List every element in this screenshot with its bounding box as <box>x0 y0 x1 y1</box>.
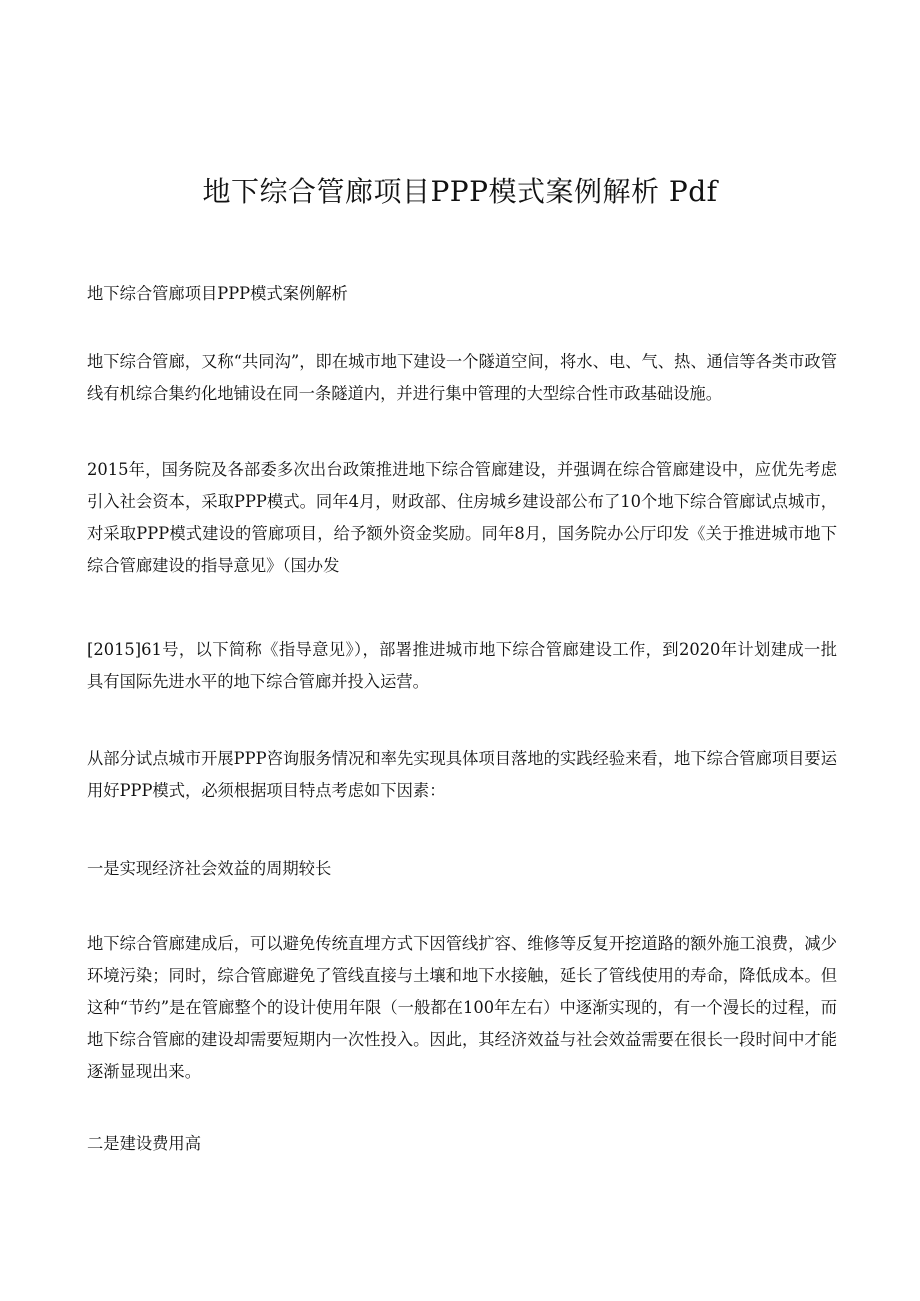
paragraph-policy-2015: 2015年，国务院及各部委多次出台政策推进地下综合管廊建设，并强调在综合管廊建设中，应优先考虑引入社会资本，采取PPP模式。同年4月，财政部、住房城乡建设部公布了10个地下综合管廊试点城市，对采取PPP模式建设的管廊项目，给予额外资金奖励。同年8月，国务院办公厅印发《关于推进城市地下综合管廊建设的指导意见》（国办发 <box>87 460 837 575</box>
paragraph-guidance-opinion: [2015]61号，以下简称《指导意见》），部署推进城市地下综合管廊建设工作，到2020年计划建成一批具有国际先进水平的地下综合管廊并投入运营。 <box>87 640 837 691</box>
heading-point-one: 一是实现经济社会效益的周期较长 <box>87 859 332 878</box>
document-title: 地下综合管廊项目PPP模式案例解析 Pdf <box>202 175 718 208</box>
document-subtitle: 地下综合管廊项目PPP模式案例解析 <box>87 284 348 303</box>
paragraph-benefits: 地下综合管廊建成后，可以避免传统直埋方式下因管线扩容、维修等反复开挖道路的额外施工浪费，减少环境污染；同时，综合管廊避免了管线直接与土壤和地下水接触，延长了管线使用的寿命，降低成本。但这种“节约”是在管廊整个的设计使用年限（一般都在100年左右）中逐渐实现的，有一个漫长的过程，而地下综合管廊的建设却需要短期内一次性投入。因此，其经济效益与社会效益需要在很长一段时间中才能逐渐显现出来。 <box>87 934 837 1081</box>
paragraph-definition: 地下综合管廊，又称“共同沟”，即在城市地下建设一个隧道空间，将水、电、气、热、通信等各类市政管线有机综合集约化地铺设在同一条隧道内，并进行集中管理的大型综合性市政基础设施。 <box>87 352 837 403</box>
heading-point-two: 二是建设费用高 <box>87 1134 201 1153</box>
paragraph-ppp-factors: 从部分试点城市开展PPP咨询服务情况和率先实现具体项目落地的实践经验来看，地下综合管廊项目要运用好PPP模式，必须根据项目特点考虑如下因素： <box>87 749 837 800</box>
